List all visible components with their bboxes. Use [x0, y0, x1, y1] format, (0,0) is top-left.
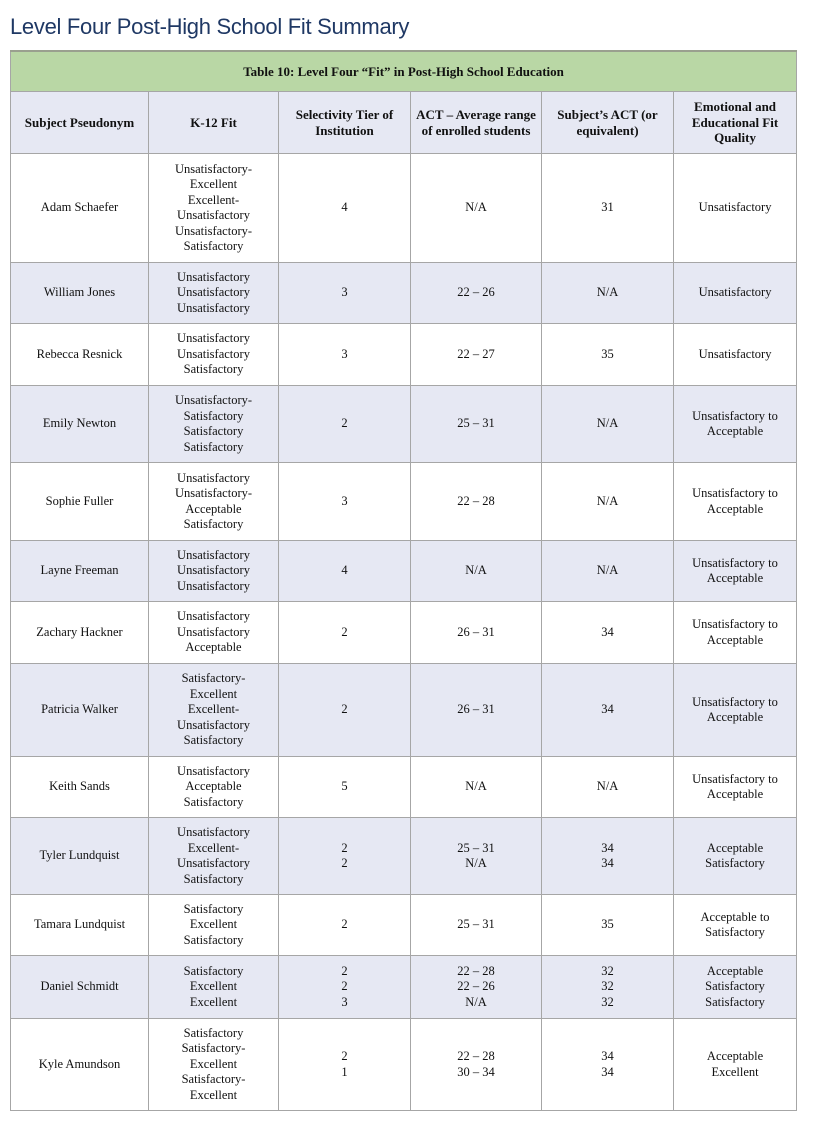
- act-range-line: N/A: [465, 200, 487, 215]
- k12-fit-line: Unsatisfactory: [177, 208, 250, 222]
- fit-quality-line: Acceptable: [706, 787, 764, 801]
- selectivity-tier-line: 3: [341, 285, 348, 300]
- table-row: [11, 895, 797, 956]
- act-range-line: 22 – 26: [457, 285, 495, 300]
- selectivity-tier-line: 2: [341, 963, 348, 978]
- selectivity-tier-line: 4: [341, 200, 348, 215]
- fit-quality-line: Unsatisfactory: [698, 200, 772, 215]
- k12-fit-line: Excellent-: [187, 840, 240, 855]
- subject-act-cell: [542, 324, 674, 386]
- fit-quality-line: Acceptable: [706, 840, 764, 855]
- subject-name-cell: Patricia Walker: [11, 664, 149, 757]
- selectivity-tier-cell: [279, 386, 411, 463]
- header-k12-fit: K-12 Fit: [149, 92, 279, 154]
- k12-fit-line: Satisfactory: [183, 239, 244, 253]
- act-range-line: 22 – 26: [457, 979, 495, 994]
- k12-fit-line: Acceptable: [185, 640, 242, 655]
- k12-fit-line: Satisfactory: [183, 963, 244, 978]
- k12-fit-line: Satisfactory: [183, 439, 244, 454]
- fit-quality-line: Unsatisfactory: [698, 285, 772, 300]
- act-range-line: 25 – 31: [457, 416, 495, 431]
- act-range-line: N/A: [465, 856, 487, 870]
- subject-name-cell: Keith Sands: [11, 757, 149, 818]
- k12-fit-line: Unsatisfactory: [177, 578, 250, 593]
- fit-quality-line: Unsatisfactory: [698, 346, 772, 361]
- k12-fit-line: Unsatisfactory: [177, 470, 250, 485]
- fit-quality-cell: [674, 463, 797, 541]
- table-row: [11, 956, 797, 1019]
- act-range-cell: [411, 154, 542, 263]
- subject-act-line: N/A: [596, 779, 619, 794]
- act-range-line: N/A: [465, 563, 487, 578]
- k12-fit-cell: [149, 263, 279, 324]
- subject-act-cell: [542, 386, 674, 463]
- k12-fit-line: Satisfactory: [183, 408, 244, 423]
- header-subject-act: Subject’s ACT (or equivalent): [542, 92, 674, 154]
- fit-quality-line: Satisfactory: [705, 994, 765, 1009]
- subject-act-line: 31: [601, 200, 614, 215]
- selectivity-tier-cell: [279, 463, 411, 541]
- act-range-cell: [411, 818, 542, 895]
- fit-quality-line: Satisfactory: [705, 979, 765, 994]
- subject-name-cell: Rebecca Resnick: [11, 324, 149, 386]
- k12-fit-cell: [149, 895, 279, 956]
- act-range-cell: [411, 541, 542, 602]
- fit-quality-line: Acceptable: [706, 571, 764, 585]
- act-range-line: 26 – 31: [457, 702, 495, 717]
- selectivity-tier-line: 2: [341, 1049, 348, 1063]
- k12-fit-line: Satisfactory-: [181, 1041, 246, 1056]
- selectivity-tier-line: 2: [341, 624, 348, 639]
- k12-fit-line: Unsatisfactory: [177, 825, 250, 839]
- selectivity-tier-cell: [279, 541, 411, 602]
- act-range-cell: [411, 386, 542, 463]
- fit-quality-line: Unsatisfactory to: [692, 486, 778, 500]
- act-range-line: 22 – 28: [457, 493, 495, 508]
- subject-act-line: 34: [601, 840, 614, 855]
- act-range-cell: [411, 602, 542, 664]
- act-range-line: 22 – 28: [457, 963, 495, 978]
- subject-act-cell: [542, 263, 674, 324]
- subject-name-cell: Emily Newton: [11, 386, 149, 463]
- k12-fit-line: Satisfactory: [183, 733, 244, 748]
- subject-act-line: 32: [601, 963, 614, 978]
- selectivity-tier-cell: [279, 664, 411, 757]
- selectivity-tier-line: 3: [341, 493, 348, 508]
- subject-act-cell: [542, 757, 674, 818]
- k12-fit-line: Unsatisfactory: [177, 269, 250, 284]
- k12-fit-line: Unsatisfactory: [177, 331, 250, 346]
- k12-fit-cell: [149, 386, 279, 463]
- table-row: [11, 154, 797, 263]
- selectivity-tier-line: 2: [341, 917, 348, 932]
- k12-fit-cell: [149, 1019, 279, 1111]
- k12-fit-line: Unsatisfactory: [177, 300, 250, 315]
- fit-quality-line: Excellent: [711, 1064, 759, 1079]
- subject-name-cell: Kyle Amundson: [11, 1019, 149, 1111]
- subject-act-cell: [542, 541, 674, 602]
- fit-quality-line: Acceptable: [706, 424, 764, 438]
- k12-fit-line: Satisfactory: [183, 362, 244, 377]
- table-row: [11, 757, 797, 818]
- table-row: [11, 664, 797, 757]
- selectivity-tier-cell: [279, 324, 411, 386]
- selectivity-tier-cell: [279, 263, 411, 324]
- fit-quality-cell: [674, 664, 797, 757]
- subject-act-line: 34: [601, 1049, 614, 1063]
- k12-fit-cell: [149, 818, 279, 895]
- act-range-line: 22 – 27: [457, 346, 495, 361]
- k12-fit-line: Unsatisfactory-: [174, 161, 253, 176]
- table-row: [11, 541, 797, 602]
- fit-quality-line: Acceptable: [706, 501, 764, 516]
- selectivity-tier-cell: [279, 757, 411, 818]
- k12-fit-line: Acceptable: [185, 501, 242, 516]
- act-range-line: 26 – 31: [457, 624, 495, 639]
- selectivity-tier-cell: [279, 154, 411, 263]
- fit-quality-line: Satisfactory: [705, 856, 765, 870]
- act-range-cell: [411, 895, 542, 956]
- k12-fit-line: Unsatisfactory-: [174, 223, 253, 238]
- fit-summary-table: [10, 50, 797, 1111]
- act-range-cell: [411, 664, 542, 757]
- k12-fit-line: Excellent-: [187, 192, 240, 207]
- k12-fit-line: Unsatisfactory-: [174, 393, 253, 407]
- selectivity-tier-line: 5: [341, 779, 348, 794]
- subject-name-cell: Adam Schaefer: [11, 154, 149, 263]
- k12-fit-line: Excellent: [189, 1087, 238, 1102]
- k12-fit-line: Satisfactory: [183, 1025, 244, 1040]
- act-range-cell: [411, 463, 542, 541]
- fit-quality-line: Acceptable: [706, 632, 764, 647]
- fit-quality-line: Unsatisfactory to: [692, 617, 778, 631]
- subject-act-cell: [542, 1019, 674, 1111]
- k12-fit-cell: [149, 664, 279, 757]
- act-range-cell: [411, 757, 542, 818]
- k12-fit-line: Unsatisfactory-: [174, 486, 253, 500]
- k12-fit-line: Satisfactory: [183, 932, 244, 947]
- fit-quality-cell: [674, 263, 797, 324]
- k12-fit-cell: [149, 602, 279, 664]
- k12-fit-line: Excellent: [189, 979, 238, 994]
- act-range-cell: [411, 263, 542, 324]
- act-range-cell: [411, 324, 542, 386]
- fit-quality-cell: [674, 541, 797, 602]
- subject-name-cell: Layne Freeman: [11, 541, 149, 602]
- fit-quality-cell: [674, 386, 797, 463]
- fit-quality-cell: [674, 818, 797, 895]
- table-caption: Table 10: Level Four “Fit” in Post-High School Education: [11, 51, 797, 92]
- k12-fit-line: Acceptable: [185, 779, 242, 794]
- k12-fit-line: Satisfactory: [183, 901, 244, 916]
- subject-name-cell: Tamara Lundquist: [11, 895, 149, 956]
- k12-fit-line: Unsatisfactory: [177, 763, 250, 778]
- selectivity-tier-line: 2: [341, 840, 348, 855]
- table-row: [11, 463, 797, 541]
- subject-act-line: 35: [601, 346, 614, 361]
- subject-act-line: 34: [601, 1064, 614, 1079]
- k12-fit-line: Unsatisfactory: [177, 717, 250, 732]
- selectivity-tier-line: 3: [341, 994, 348, 1009]
- selectivity-tier-cell: [279, 956, 411, 1019]
- k12-fit-line: Excellent: [189, 917, 238, 932]
- subject-act-cell: [542, 818, 674, 895]
- subject-name-cell: William Jones: [11, 263, 149, 324]
- selectivity-tier-line: 4: [341, 563, 348, 578]
- subject-name-cell: Zachary Hackner: [11, 602, 149, 664]
- k12-fit-cell: [149, 757, 279, 818]
- fit-quality-line: Satisfactory: [705, 925, 765, 939]
- table-caption-row: [11, 51, 797, 92]
- k12-fit-line: Satisfactory: [183, 517, 244, 531]
- k12-fit-line: Excellent: [189, 686, 238, 701]
- act-range-line: N/A: [465, 779, 487, 794]
- act-range-line: 22 – 28: [457, 1049, 495, 1063]
- table-header-row: [11, 92, 797, 154]
- k12-fit-line: Satisfactory: [183, 794, 244, 809]
- k12-fit-line: Unsatisfactory: [177, 856, 250, 870]
- fit-quality-line: Unsatisfactory to: [692, 694, 778, 709]
- table-row: [11, 602, 797, 664]
- subject-act-cell: [542, 956, 674, 1019]
- fit-quality-cell: [674, 1019, 797, 1111]
- k12-fit-line: Satisfactory-: [181, 671, 246, 686]
- k12-fit-cell: [149, 541, 279, 602]
- fit-quality-cell: [674, 895, 797, 956]
- fit-quality-cell: [674, 956, 797, 1019]
- fit-quality-line: Unsatisfactory to: [692, 408, 778, 423]
- fit-quality-line: Unsatisfactory to: [692, 771, 778, 786]
- fit-quality-cell: [674, 324, 797, 386]
- act-range-line: 25 – 31: [457, 917, 495, 932]
- selectivity-tier-cell: [279, 1019, 411, 1111]
- subject-act-line: N/A: [596, 563, 619, 578]
- subject-act-line: N/A: [596, 285, 619, 300]
- subject-name-cell: Sophie Fuller: [11, 463, 149, 541]
- subject-act-cell: [542, 895, 674, 956]
- k12-fit-line: Unsatisfactory: [177, 563, 250, 578]
- k12-fit-line: Unsatisfactory: [177, 547, 250, 562]
- selectivity-tier-line: 2: [341, 979, 348, 994]
- selectivity-tier-cell: [279, 602, 411, 664]
- act-range-cell: [411, 956, 542, 1019]
- selectivity-tier-cell: [279, 818, 411, 895]
- fit-quality-line: Acceptable to: [700, 909, 770, 924]
- k12-fit-line: Satisfactory: [183, 871, 244, 886]
- subject-act-line: 35: [601, 917, 614, 932]
- selectivity-tier-line: 2: [341, 702, 348, 717]
- table-row: [11, 818, 797, 895]
- fit-quality-line: Acceptable: [706, 963, 764, 978]
- selectivity-tier-line: 2: [341, 416, 348, 431]
- k12-fit-line: Unsatisfactory: [177, 624, 250, 639]
- act-range-line: 30 – 34: [457, 1064, 495, 1079]
- subject-act-line: 32: [601, 994, 614, 1009]
- subject-act-line: N/A: [596, 416, 619, 431]
- act-range-cell: [411, 1019, 542, 1111]
- table-row: [11, 263, 797, 324]
- header-fit-quality: Emotional and Educational Fit Quality: [674, 92, 797, 154]
- page-title: Level Four Post-High School Fit Summary: [10, 14, 410, 39]
- k12-fit-line: Excellent: [189, 177, 238, 191]
- subject-name-cell: Daniel Schmidt: [11, 956, 149, 1019]
- table-row: [11, 386, 797, 463]
- table-row: [11, 1019, 797, 1111]
- fit-quality-line: Acceptable: [706, 1049, 764, 1063]
- k12-fit-line: Excellent-: [187, 702, 240, 717]
- k12-fit-cell: [149, 463, 279, 541]
- fit-quality-cell: [674, 757, 797, 818]
- act-range-line: N/A: [465, 994, 487, 1009]
- subject-act-line: N/A: [596, 493, 619, 508]
- k12-fit-cell: [149, 154, 279, 263]
- k12-fit-line: Satisfactory-: [181, 1072, 246, 1087]
- header-subject-pseudonym: Subject Pseudonym: [11, 92, 149, 154]
- subject-act-cell: [542, 463, 674, 541]
- fit-quality-cell: [674, 602, 797, 664]
- selectivity-tier-line: 2: [341, 856, 348, 870]
- k12-fit-line: Satisfactory: [183, 424, 244, 438]
- selectivity-tier-line: 1: [341, 1064, 348, 1079]
- subject-act-line: 34: [601, 624, 614, 639]
- subject-name-cell: Tyler Lundquist: [11, 818, 149, 895]
- subject-act-cell: [542, 602, 674, 664]
- fit-quality-line: Acceptable: [706, 710, 764, 724]
- subject-act-cell: [542, 664, 674, 757]
- k12-fit-line: Excellent: [189, 994, 238, 1009]
- header-selectivity-tier: Selectivity Tier of Institution: [279, 92, 411, 154]
- subject-act-line: 32: [601, 979, 614, 994]
- header-act-average-range: ACT – Average range of enrolled students: [411, 92, 542, 154]
- selectivity-tier-line: 3: [341, 346, 348, 361]
- selectivity-tier-cell: [279, 895, 411, 956]
- k12-fit-line: Excellent: [189, 1056, 238, 1071]
- k12-fit-line: Unsatisfactory: [177, 285, 250, 300]
- act-range-line: 25 – 31: [457, 840, 495, 855]
- fit-quality-cell: [674, 154, 797, 263]
- k12-fit-line: Unsatisfactory: [177, 609, 250, 624]
- fit-quality-line: Unsatisfactory to: [692, 555, 778, 570]
- table-body: [11, 154, 797, 1111]
- k12-fit-line: Unsatisfactory: [177, 346, 250, 361]
- k12-fit-cell: [149, 324, 279, 386]
- table-row: [11, 324, 797, 386]
- subject-act-cell: [542, 154, 674, 263]
- subject-act-line: 34: [601, 856, 614, 870]
- k12-fit-cell: [149, 956, 279, 1019]
- subject-act-line: 34: [601, 702, 614, 717]
